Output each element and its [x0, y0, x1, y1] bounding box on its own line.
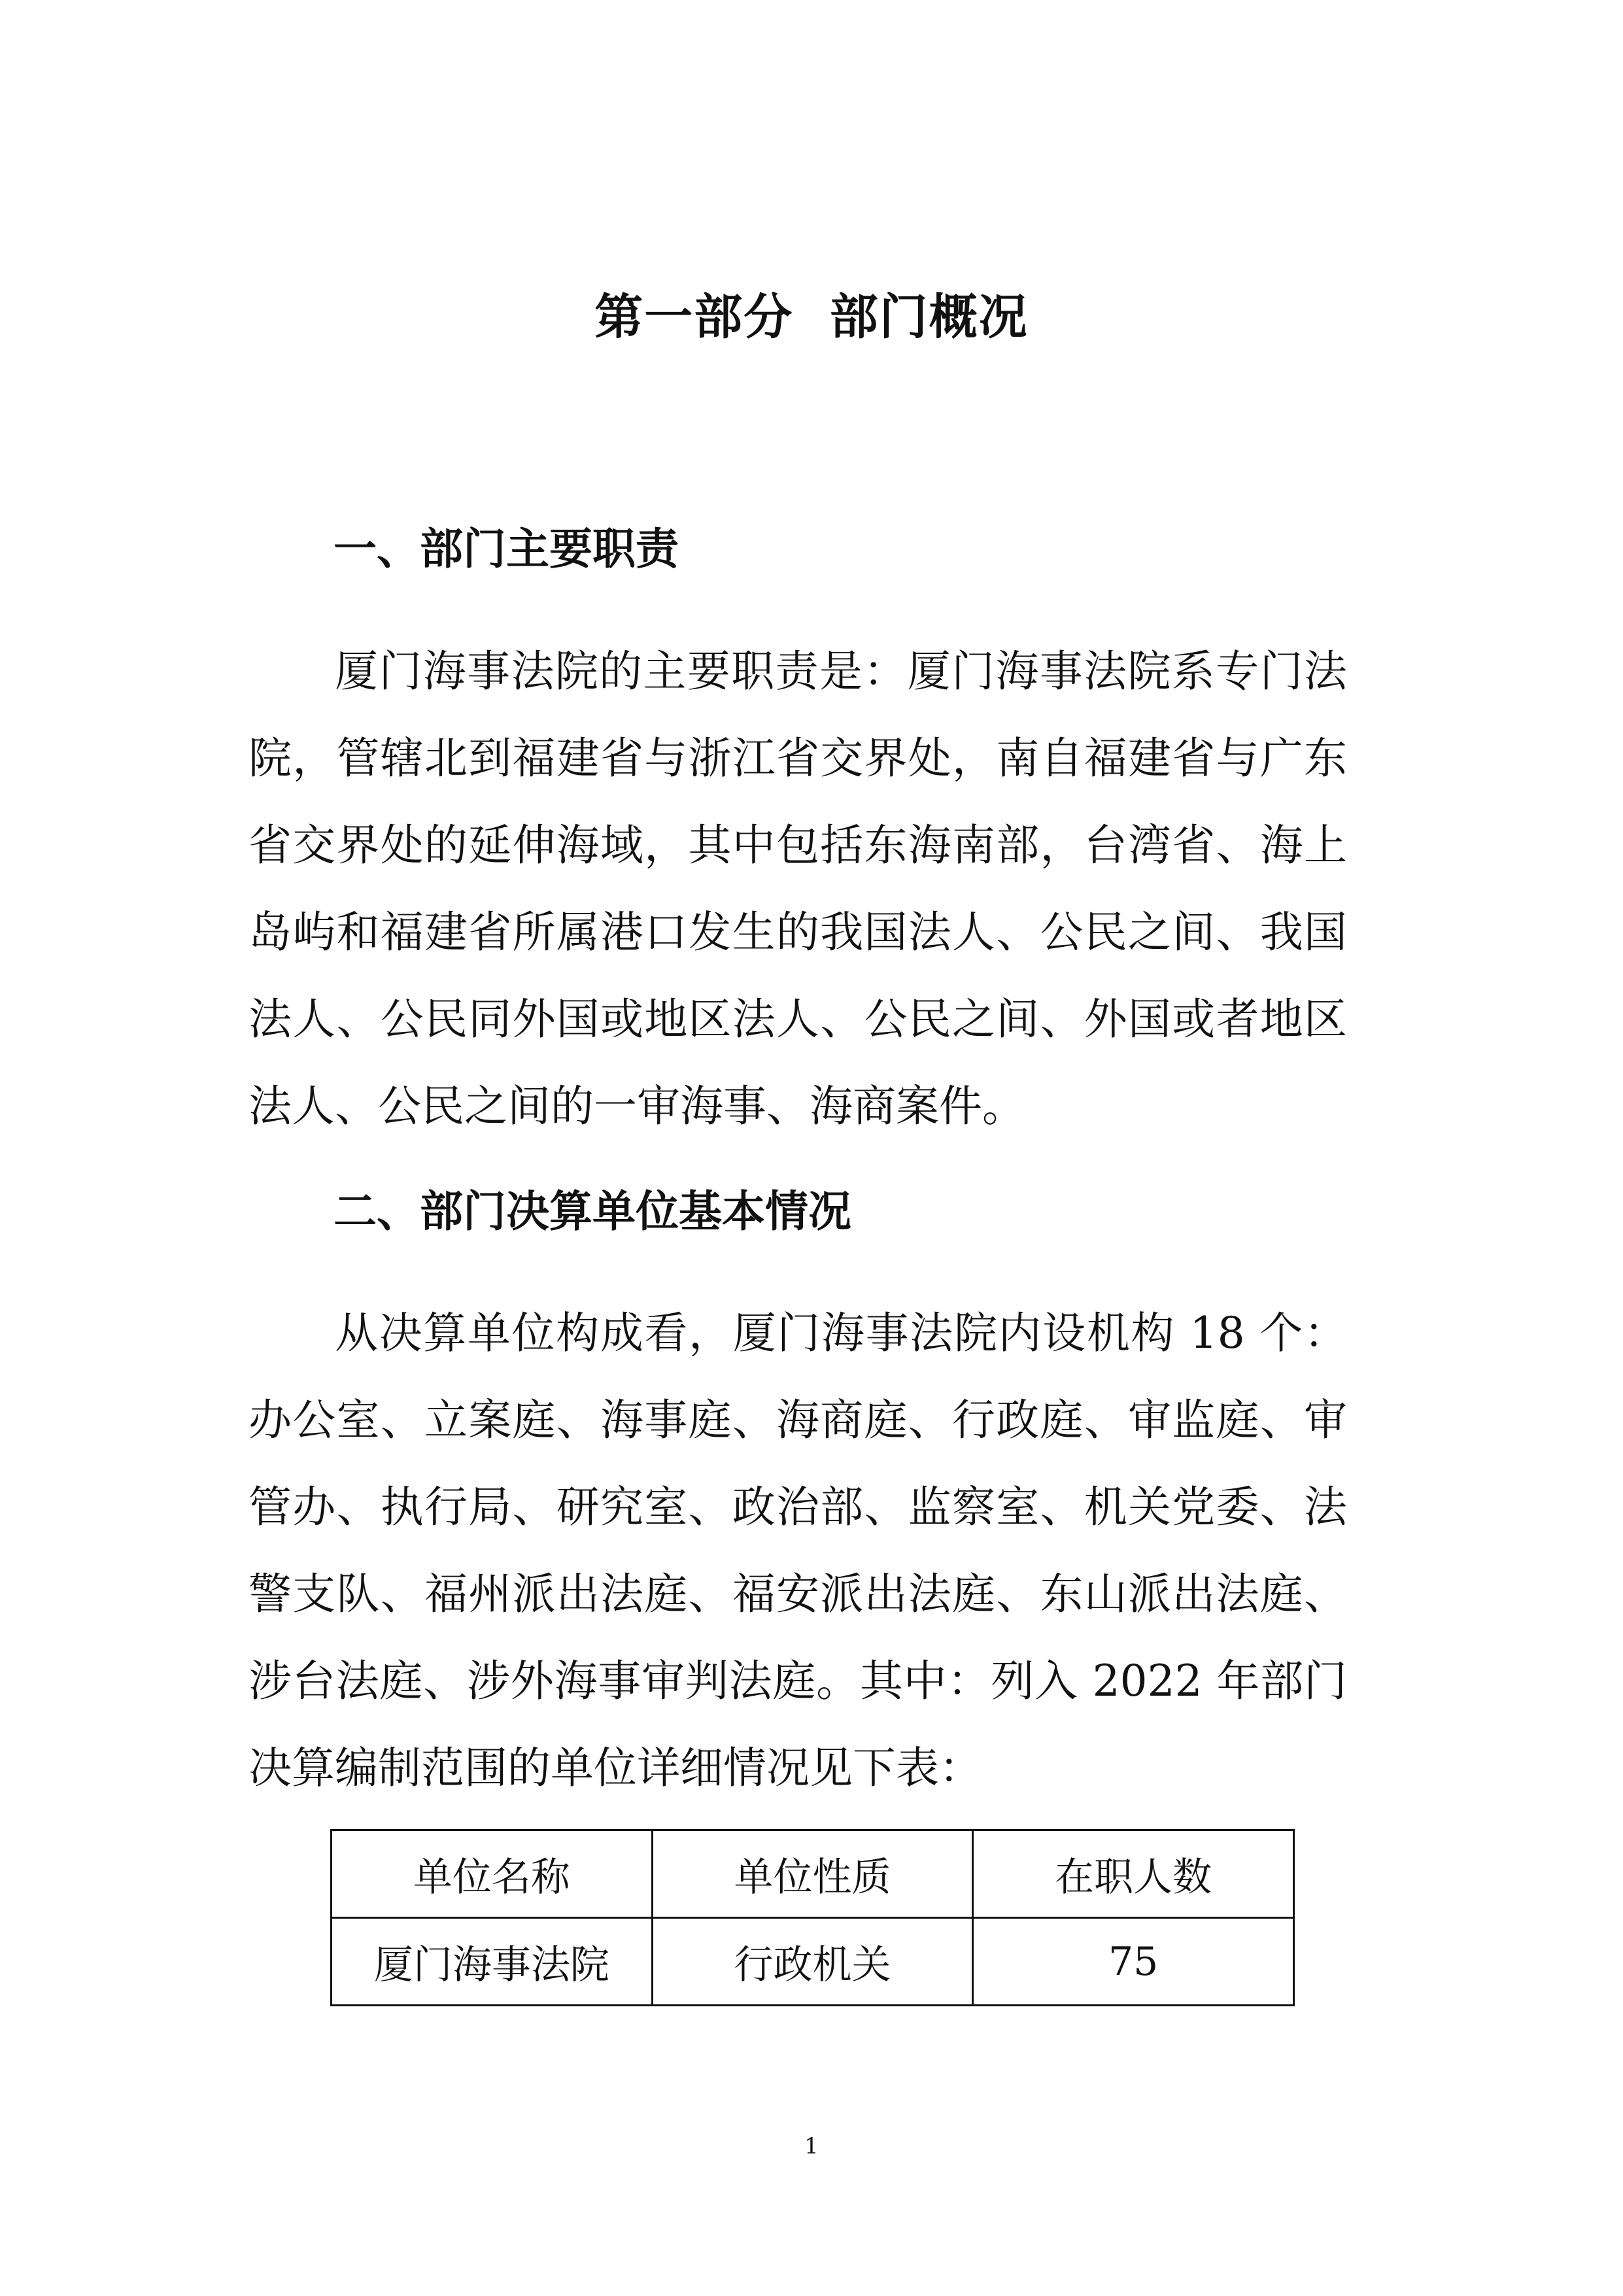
- table-header-staff-count: 在职人数: [973, 1830, 1294, 1918]
- table-header-row: [332, 1830, 1294, 1918]
- page-number: 1: [804, 2133, 819, 2159]
- page-title: 第一部分 部门概况: [594, 289, 1029, 345]
- section-heading-duties: 一、部门主要职责: [333, 524, 679, 574]
- table-cell-unit-name: 厦门海事法院: [332, 1918, 653, 2006]
- unit-table: [330, 1829, 1295, 2006]
- section-heading-units: 二、部门决算单位基本情况: [333, 1186, 851, 1237]
- table-cell-unit-nature: 行政机关: [652, 1918, 973, 2006]
- paragraph-duties: 厦门海事法院的主要职责是：厦门海事法院系专门法院，管辖北到福建省与浙江省交界处，南自福建省与广东省交界处的延伸海域，其中包括东海南部，台湾省、海上岛屿和福建省所属港口发生的我国法人、公民之间、我国法人、公民同外国或地区法人、公民之间、外国或者地区法人、公民之间的一审海事、海商案件。: [248, 646, 1347, 1131]
- paragraph-units: 从决算单位构成看，厦门海事法院内设机构 18 个：办公室、立案庭、海事庭、海商庭、行政庭、审监庭、审管办、执行局、研究室、政治部、监察室、机关党委、法警支队、福州派出法庭、福安派出法庭、东山派出法庭、涉台法庭、涉外海事审判法庭。其中：列入 2022 年部门决算编制范围的单位详细情况见下表：: [248, 1308, 1347, 1793]
- table-row: [332, 1918, 1294, 2006]
- table-header-unit-nature: 单位性质: [652, 1830, 973, 1918]
- table-cell-staff-count: 75: [973, 1918, 1294, 2006]
- table-header-unit-name: 单位名称: [332, 1830, 653, 1918]
